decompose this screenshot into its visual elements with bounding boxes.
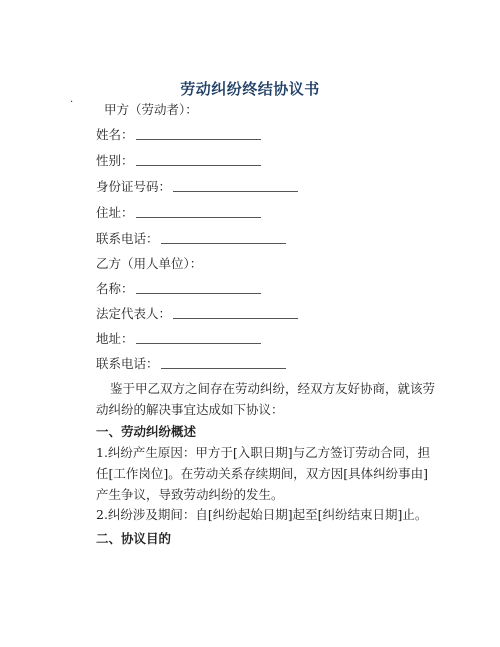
party-b-rep-row — [96, 306, 298, 322]
party-a-name-field[interactable] — [136, 127, 261, 140]
party-b-heading: 乙方（用人单位）： — [96, 256, 203, 271]
party-a-phone-row — [96, 231, 286, 247]
party-a-gender-label: 性别： — [96, 153, 134, 168]
party-b-name-label: 名称： — [96, 281, 134, 296]
party-a-id-row — [96, 179, 298, 195]
section-1-heading: 一、劳动纠纷概述 — [96, 424, 197, 439]
preamble-paragraph: 鉴于甲乙双方之间存在劳动纠纷，经双方友好协商，就该劳动纠纷的解决事宜达成如下协议： — [96, 381, 436, 417]
party-a-heading: 甲方（劳动者）： — [104, 102, 198, 117]
party-b-phone-row — [96, 356, 286, 372]
section-1-item-1: 1.纠纷产生原因：甲方于[入职日期]与乙方签订劳动合同，担任[工作岗位]。在劳动关系存续期间，双方因[具体纠纷事由]产生争议，导致劳动纠纷的发生。 — [96, 445, 431, 502]
bullet-dot: · — [70, 97, 74, 108]
party-b-address-field[interactable] — [136, 331, 261, 344]
party-a-gender-row — [96, 153, 261, 169]
party-b-phone-label: 联系电话： — [96, 356, 159, 371]
party-b-name-field[interactable] — [136, 281, 261, 294]
party-a-id-label: 身份证号码： — [96, 179, 172, 194]
party-b-name-row — [96, 281, 261, 297]
document-title: 劳动纠纷终结协议书 — [180, 80, 320, 98]
party-a-name-label: 姓名： — [96, 127, 134, 142]
party-b-phone-field[interactable] — [161, 356, 286, 369]
party-b-address-label: 地址： — [96, 331, 134, 346]
party-a-id-field[interactable] — [173, 179, 298, 192]
party-b-rep-label: 法定代表人： — [96, 306, 172, 321]
section-1-item-2: 2.纠纷涉及期间：自[纠纷起始日期]起至[纠纷结束日期]止。 — [96, 507, 428, 522]
party-b-rep-field[interactable] — [173, 306, 298, 319]
party-a-address-field[interactable] — [136, 205, 261, 218]
party-a-phone-label: 联系电话： — [96, 231, 159, 246]
party-a-address-row — [96, 205, 261, 221]
party-a-name-row — [96, 127, 261, 143]
party-a-address-label: 住址： — [96, 205, 134, 220]
party-b-address-row — [96, 331, 261, 347]
section-2-heading: 二、协议目的 — [96, 531, 172, 546]
party-a-gender-field[interactable] — [136, 153, 261, 166]
party-a-phone-field[interactable] — [161, 231, 286, 244]
